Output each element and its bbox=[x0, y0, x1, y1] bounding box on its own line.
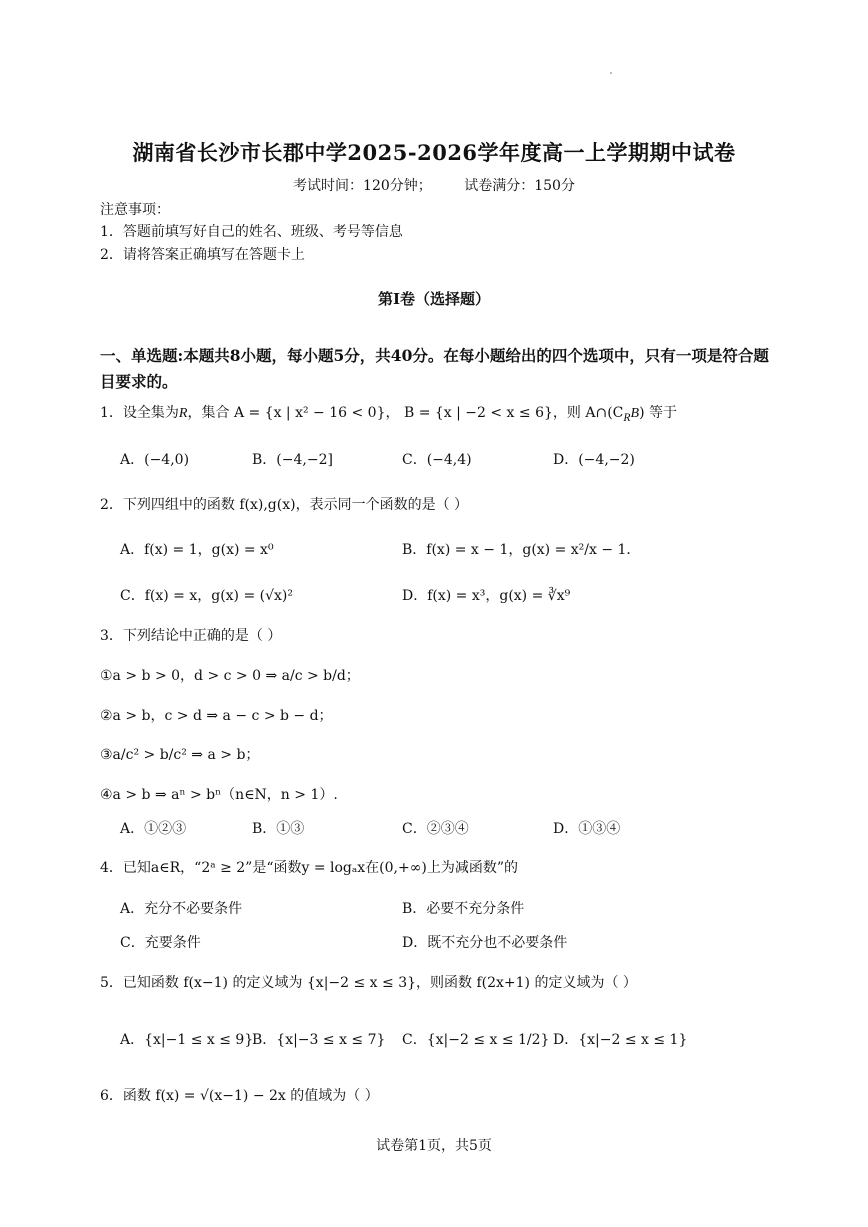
q5-option-a: A．{x|−1 ≤ x ≤ 9} bbox=[120, 1032, 254, 1048]
scan-dot bbox=[610, 72, 612, 74]
question-3-stem: 3．下列结论中正确的是（ ） bbox=[100, 628, 282, 644]
q3-statement-1: ①a > b > 0，d > c > 0 ⇒ a/c > b/d； bbox=[100, 668, 360, 684]
question-5-stem: 5．已知函数 f(x−1) 的定义域为 {x|−2 ≤ x ≤ 3}，则函数 f(2x+1) 的定义域为（ ） bbox=[100, 975, 637, 991]
q3-statement-2: ②a > b，c > d ⇒ a − c > b − d； bbox=[100, 708, 333, 724]
q1-option-c: C．(−4,4) bbox=[402, 452, 472, 468]
q2-option-b: B．f(x) = x − 1，g(x) = x²/x − 1． bbox=[402, 542, 641, 558]
exam-score: 试卷满分：150分 bbox=[464, 178, 575, 194]
q5-option-c: C．{x|−2 ≤ x ≤ 1/2} bbox=[402, 1032, 550, 1048]
page-footer: 试卷第1页，共5页 bbox=[376, 1138, 492, 1154]
q5-option-b: B．{x|−3 ≤ x ≤ 7} bbox=[252, 1032, 386, 1048]
q3-statement-3: ③a/c² > b/c² ⇒ a > b； bbox=[100, 747, 260, 763]
q3-option-a: A．①②③ bbox=[120, 821, 187, 837]
notes-heading: 注意事项： bbox=[100, 202, 170, 218]
q3-statement-4: ④a > b ⇒ aⁿ > bⁿ（n∈N，n > 1）. bbox=[100, 787, 338, 803]
exam-time: 考试时间：120分钟； bbox=[293, 178, 432, 194]
q1-option-b: B．(−4,−2] bbox=[252, 452, 333, 468]
question-6-stem: 6．函数 f(x) = √(x−1) − 2x 的值域为（ ） bbox=[100, 1088, 379, 1104]
set-a: A = {x | x² − 16 < 0} bbox=[233, 405, 386, 421]
exam-info bbox=[0, 175, 868, 195]
q4-option-b: B．必要不充分条件 bbox=[402, 901, 525, 917]
question-2-stem: 2．下列四组中的函数 f(x),g(x)，表示同一个函数的是（ ） bbox=[100, 497, 469, 513]
note-item: 2．请将答案正确填写在答题卡上 bbox=[100, 247, 305, 263]
q3-option-d: D．①③④ bbox=[553, 821, 621, 837]
note-item: 1．答题前填写好自己的姓名、班级、考号等信息 bbox=[100, 224, 403, 240]
q5-option-d: D．{x|−2 ≤ x ≤ 1} bbox=[553, 1032, 688, 1048]
q2-option-a: A．f(x) = 1，g(x) = x⁰ bbox=[120, 542, 274, 558]
q4-option-c: C．充要条件 bbox=[120, 935, 201, 951]
q4-option-a: A．充分不必要条件 bbox=[120, 901, 243, 917]
question-1-stem: 1．设全集为R，集合 A = {x | x² − 16 < 0}， B = {x | −2 < x ≤ 6}，则 $A\cap(C_RB)$ 等于 bbox=[100, 405, 677, 424]
exam-title: 湖南省长沙市长郡中学2025-2026学年度高一上学期期中试卷 bbox=[132, 140, 736, 165]
q4-option-d: D．既不充分也不必要条件 bbox=[402, 935, 568, 951]
question-4-stem: 4．已知a∈R，“2ᵃ ≥ 2”是“函数y = logₐx在(0,+∞)上为减函数”的 bbox=[100, 860, 519, 876]
q2-option-c: C．f(x) = x，g(x) = (√x)² bbox=[120, 588, 294, 604]
q3-option-b: B．①③ bbox=[252, 821, 305, 837]
q3-option-c: C．②③④ bbox=[402, 821, 469, 837]
section-title: 第I卷（选择题） bbox=[377, 290, 491, 308]
q1-option-a: A．(−4,0) bbox=[120, 452, 190, 468]
q2-option-d: D．f(x) = x³，g(x) = ∛x⁹ bbox=[402, 588, 571, 604]
set-b: B = {x | −2 < x ≤ 6} bbox=[403, 405, 553, 421]
q1-option-d: D．(−4,−2) bbox=[553, 452, 635, 468]
part-one-heading: 一、单选题:本题共8小题，每小题5分，共40分。在每小题给出的四个选项中，只有一项是符合题目要求的。 bbox=[100, 346, 769, 391]
